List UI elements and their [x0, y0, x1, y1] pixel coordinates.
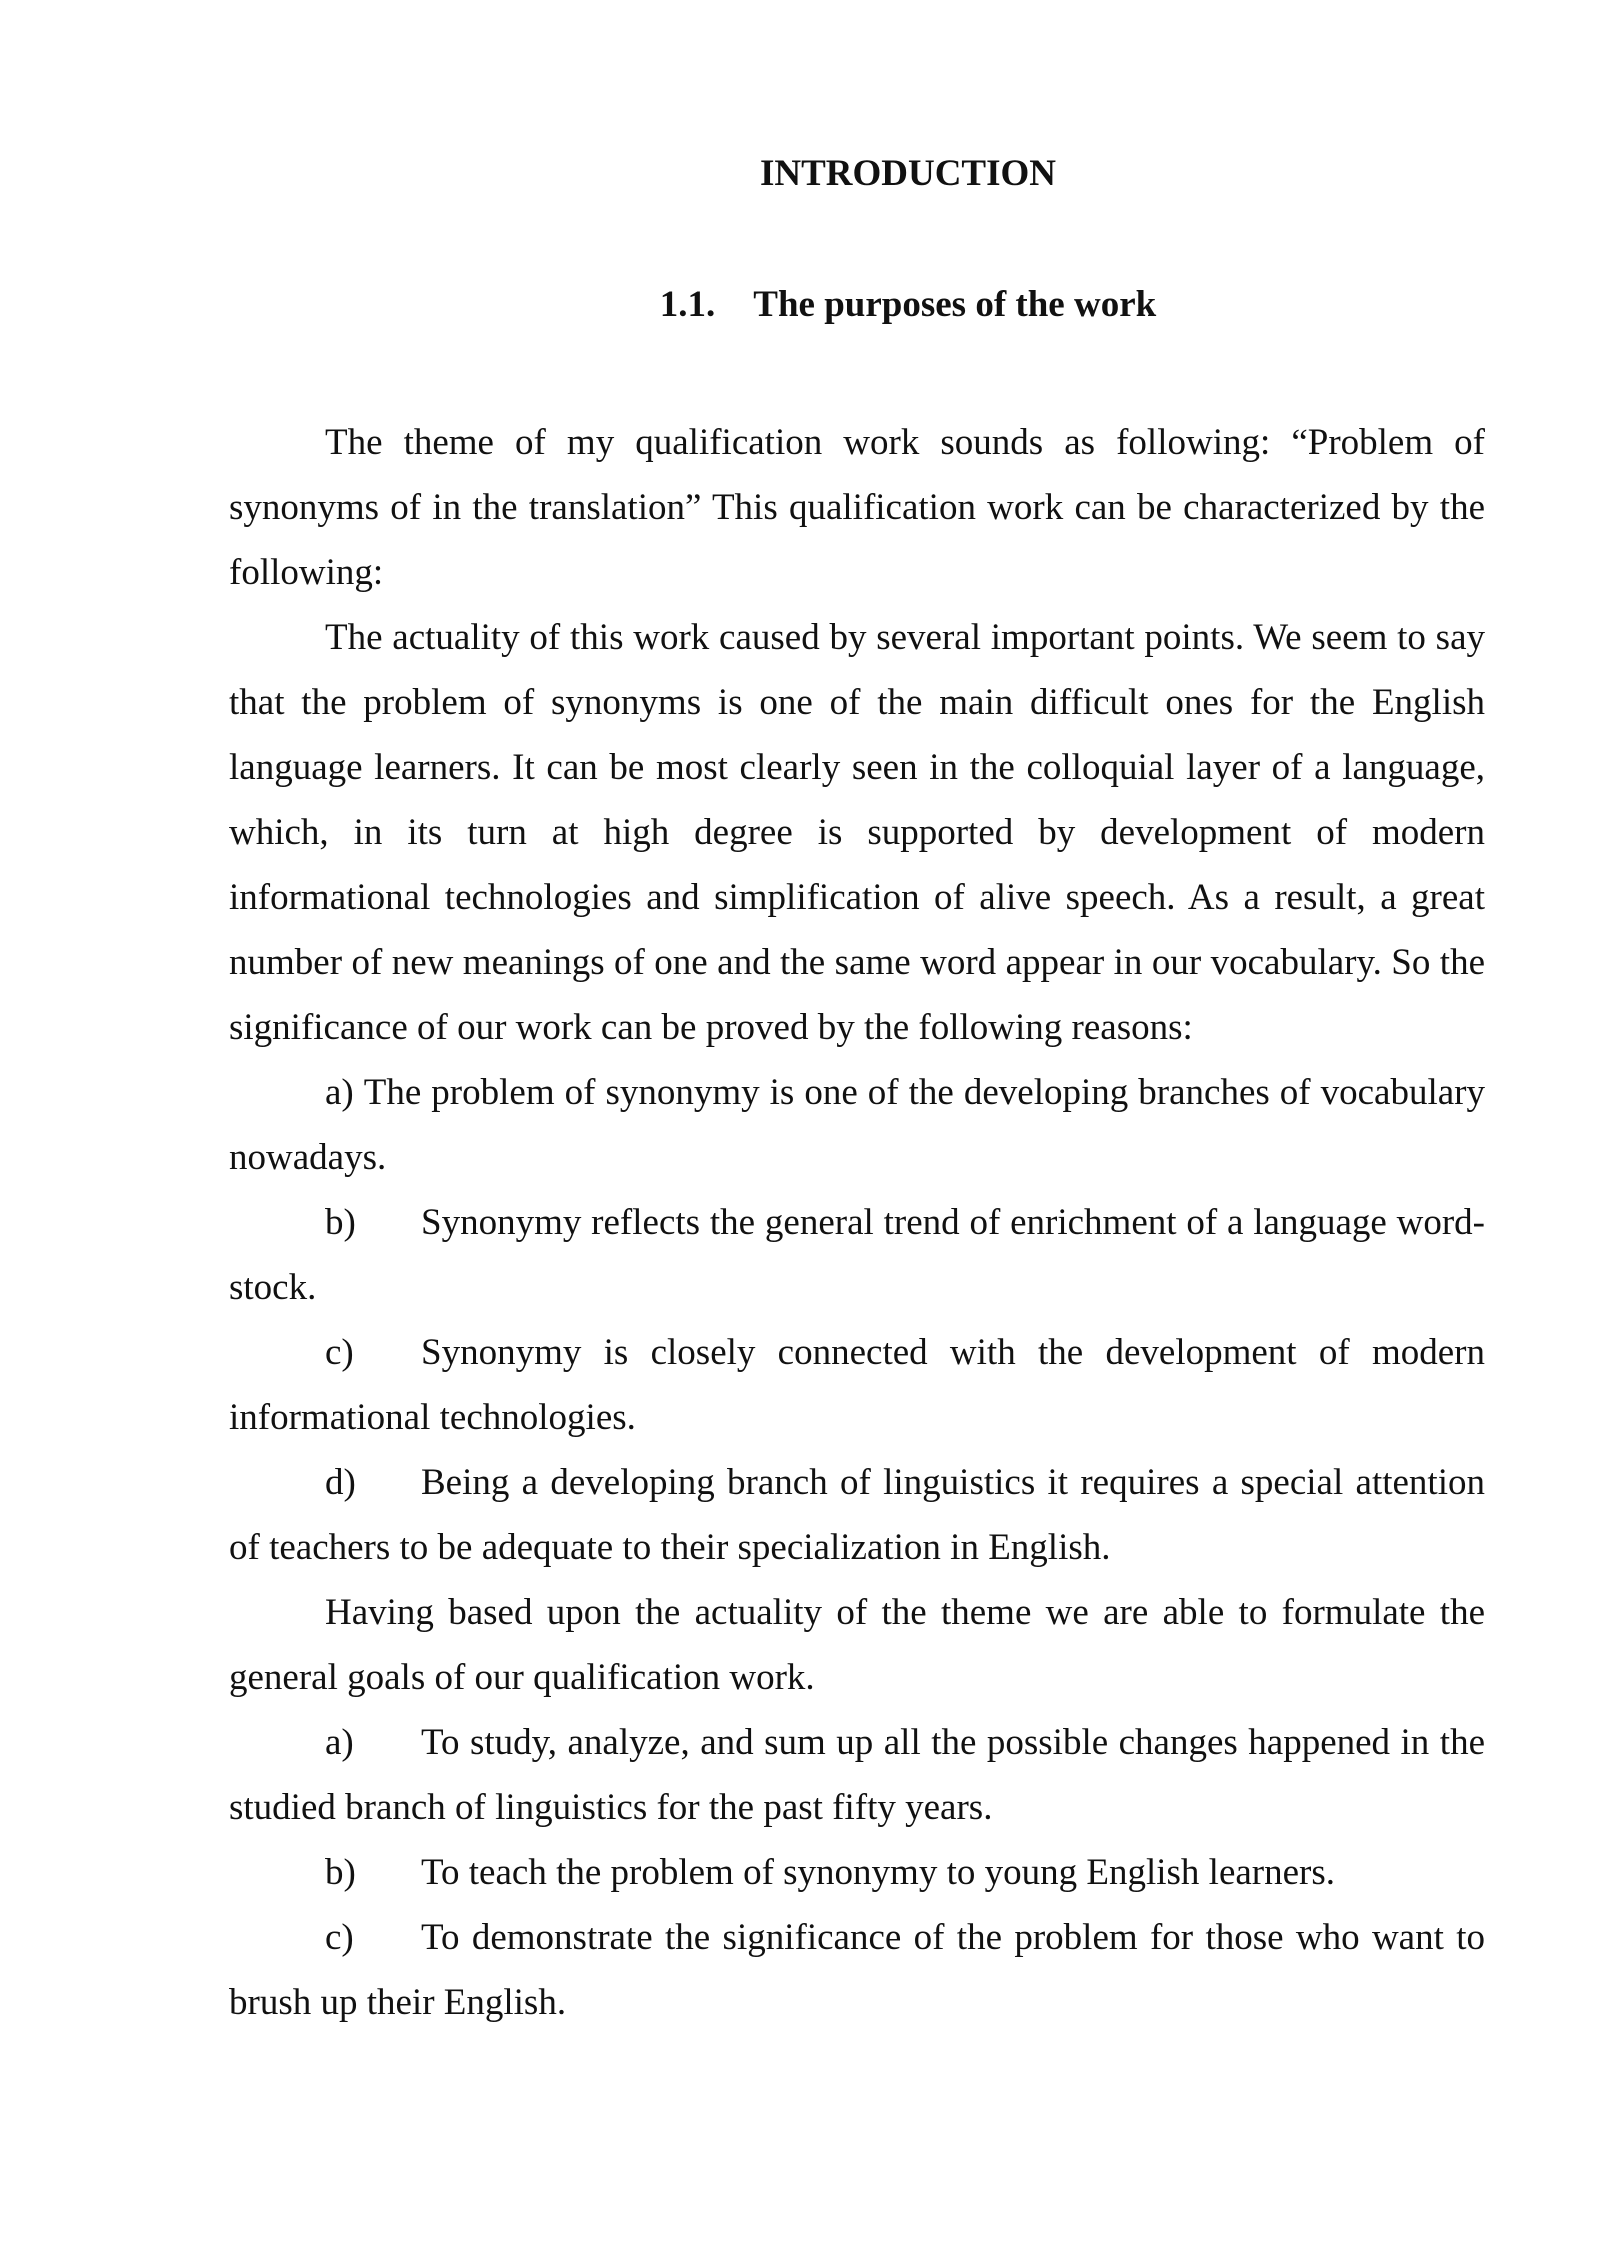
list-item-text: Synonymy reflects the general trend of enrichment of a language word-stock.	[229, 1202, 1485, 1308]
list-item-text: To demonstrate the significance of the problem for those who want to brush up their English.	[229, 1917, 1485, 2023]
paragraph-goals-intro: Having based upon the actuality of the theme we are able to formulate the general goals of our qualification work.	[229, 1592, 1485, 1698]
list-marker: b)	[325, 1852, 356, 1893]
list-marker: b)	[325, 1202, 356, 1243]
list-marker: d)	[325, 1462, 356, 1503]
list-item-text: Being a developing branch of linguistics it requires a special attention of teachers to be adequate to their specialization in English.	[229, 1462, 1485, 1568]
list-marker: c)	[325, 1917, 354, 1958]
section-title: The purposes of the work	[753, 284, 1157, 325]
list-item-text: To teach the problem of synonymy to young English learners.	[421, 1852, 1335, 1893]
goal-item-a	[229, 1710, 1485, 1840]
list-item-text: The problem of synonymy is one of the developing branches of vocabulary nowadays.	[229, 1072, 1485, 1178]
list-item-text: Synonymy is closely connected with the development of modern informational technologies.	[229, 1332, 1485, 1438]
list-item-text: To study, analyze, and sum up all the possible changes happened in the studied branch of linguistics for the past fifty years.	[229, 1722, 1485, 1828]
reason-item-b	[229, 1190, 1485, 1320]
section-heading	[0, 283, 1600, 327]
page-heading: INTRODUCTION	[759, 153, 1057, 194]
paragraph-theme: The theme of my qualification work sounds as following: “Problem of synonyms of in the translation” This qualification work can be characterized by the following:	[229, 422, 1485, 593]
document-body	[229, 410, 1485, 2035]
list-marker: a)	[325, 1722, 354, 1763]
reason-item-d	[229, 1450, 1485, 1580]
reason-item-c	[229, 1320, 1485, 1450]
reason-item-a	[229, 1060, 1485, 1190]
section-number: 1.1.	[659, 284, 716, 325]
paragraph-actuality: The actuality of this work caused by several important points. We seem to say that the problem of synonyms is one of the main difficult ones for the English language learners. It can be most clearly seen in the colloquial layer of a language, which, in its turn at high degree is supported by development of modern informational technologies and simplification of alive speech. As a result, a great number of new meanings of one and the same word appear in our vocabulary. So the significance of our work can be proved by the following reasons:	[229, 617, 1485, 1048]
goal-item-c	[229, 1905, 1485, 2035]
list-marker: a)	[325, 1072, 354, 1113]
goal-item-b	[229, 1840, 1485, 1905]
list-marker: c)	[325, 1332, 354, 1373]
